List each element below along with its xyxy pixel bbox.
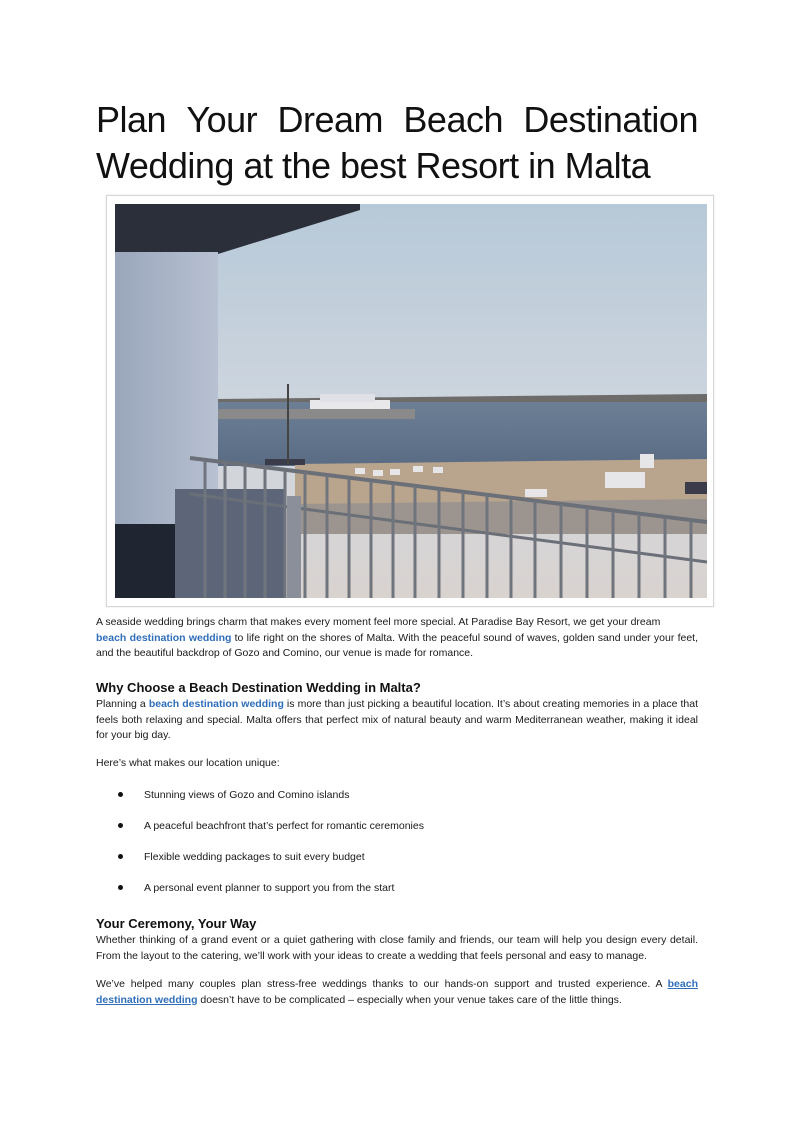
bullet-icon <box>118 792 123 797</box>
title-word: Plan <box>96 99 167 140</box>
bullet-icon <box>118 885 123 890</box>
bullet-icon <box>118 854 123 859</box>
why-choose-text-continued: is more than just picking a beautiful location. It’s about creating memories in a place that feels both relaxing and special. Malta offers that perfect mix of natural beauty and warm Mediterranean weather, making it ideal for your big day. <box>96 698 698 741</box>
intro-text: A seaside wedding brings charm that makes every moment feel more special. At Paradise Bay Resort, we get your dream <box>96 616 661 628</box>
section-heading-why-choose: Why Choose a Beach Destination Wedding in Malta? <box>96 680 421 695</box>
experience-paragraph <box>96 977 698 1008</box>
experience-text-continued: doesn’t have to be complicated – especially when your venue takes care of the little things. <box>197 993 622 1006</box>
section-heading-ceremony: Your Ceremony, Your Way <box>96 916 257 931</box>
bullet-icon <box>118 823 123 828</box>
title-word: Dream <box>277 99 384 140</box>
page-title <box>96 97 698 189</box>
why-choose-paragraph <box>96 697 698 744</box>
ceremony-paragraph: Whether thinking of a grand event or a quiet gathering with close family and friends, our team will help you design every detail. From the layout to the catering, we’ll work with your ideas to create a wedding that feels personal and easy to manage. <box>96 934 698 962</box>
intro-text-continued: to life right on the shores of Malta. With the peaceful sound of waves, golden sand under your feet, and the beautiful backdrop of Gozo and Comino, our venue is made for romance. <box>96 631 698 659</box>
title-line-2: Wedding at the best Resort in Malta <box>96 145 651 186</box>
intro-paragraph <box>96 615 698 662</box>
why-choose-text: Planning a <box>96 698 149 710</box>
experience-link[interactable]: beach destination wedding <box>96 978 698 1006</box>
why-choose-link[interactable]: beach destination wedding <box>148 698 284 710</box>
unique-lead: Here’s what makes our location unique: <box>96 757 280 769</box>
balcony-sea-view-photo-icon <box>115 204 707 598</box>
title-line-1 <box>96 97 698 143</box>
title-word: Beach <box>403 99 503 140</box>
title-word: Your <box>186 99 258 140</box>
balcony-photo <box>106 195 714 607</box>
experience-text: We’ve helped many couples plan stress-free weddings thanks to our hands-on support and trusted experience. A <box>96 978 668 990</box>
intro-link[interactable]: beach destination wedding <box>96 631 232 644</box>
title-word: Destination <box>523 99 698 140</box>
